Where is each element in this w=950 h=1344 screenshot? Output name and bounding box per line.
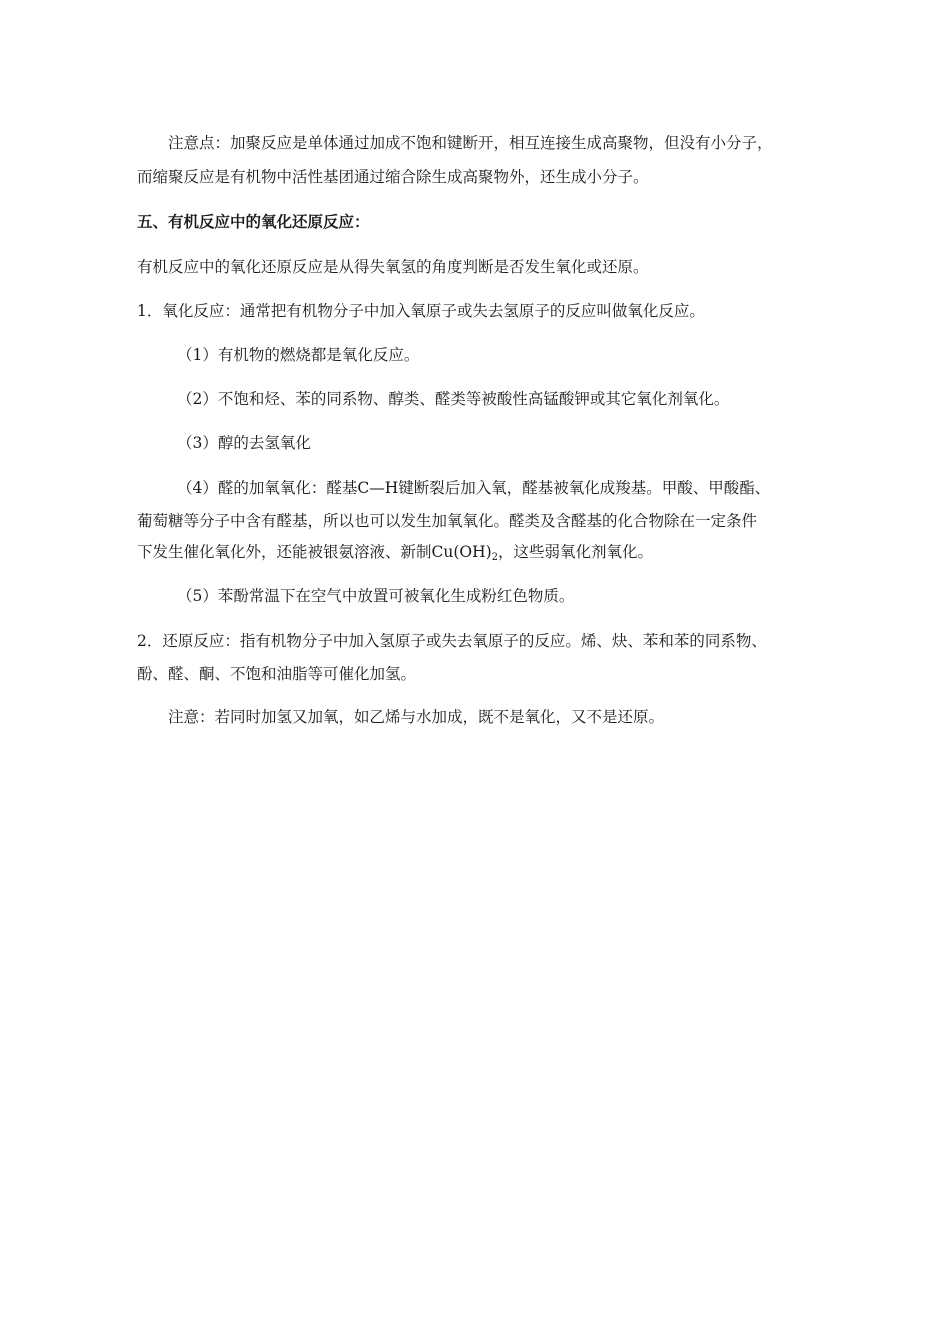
oxidation-point-4-line-1: （4）醛的加氧氧化：醛基C—H键断裂后加入氧，醛基被氧化成羧基。甲酸、甲酸酯、 (177, 479, 771, 497)
oxidation-definition: 1．氧化反应：通常把有机物分子中加入氧原子或失去氢原子的反应叫做氧化反应。 (137, 302, 705, 320)
reduction-definition-line-1: 2．还原反应：指有机物分子中加入氢原子或失去氧原子的反应。烯、炔、苯和苯的同系物、 (137, 632, 767, 650)
note-polymerization-line-2: 而缩聚反应是有机物中活性基团通过缩合除生成高聚物外，还生成小分子。 (137, 168, 649, 186)
oxidation-point-4-line-2: 葡萄糖等分子中含有醛基，所以也可以发生加氧氧化。醛类及含醛基的化合物除在一定条件 (137, 512, 758, 530)
oxidation-point-1: （1）有机物的燃烧都是氧化反应。 (177, 346, 420, 364)
note-polymerization-line-1: 注意点：加聚反应是单体通过加成不饱和键断开，相互连接生成高聚物，但没有小分子， (168, 134, 773, 152)
oxidation-point-3: （3）醇的去氢氧化 (177, 434, 311, 452)
oxidation-point-5: （5）苯酚常温下在空气中放置可被氧化生成粉红色物质。 (177, 587, 575, 605)
section-heading: 五、有机反应中的氧化还原反应： (137, 213, 370, 231)
oxidation-point-4-line-3 (137, 542, 653, 568)
reduction-definition-line-2: 酚、醛、酮、不饱和油脂等可催化加氢。 (137, 665, 417, 683)
section-intro: 有机反应中的氧化还原反应是从得失氧氢的角度判断是否发生氧化或还原。 (137, 258, 649, 276)
note-redox: 注意：若同时加氢又加氧，如乙烯与水加成，既不是氧化，又不是还原。 (168, 708, 665, 726)
oxidation-point-2: （2）不饱和烃、苯的同系物、醇类、醛类等被酸性高锰酸钾或其它氧化剂氧化。 (177, 390, 730, 408)
oxidation-point-4-line-3-text-a: 下发生催化氧化外，还能被银氨溶液、新制Cu(OH) (137, 543, 492, 561)
oxidation-point-4-line-3-text-b: ，这些弱氧化剂氧化。 (498, 543, 654, 561)
subscript-2: 2 (491, 552, 499, 563)
